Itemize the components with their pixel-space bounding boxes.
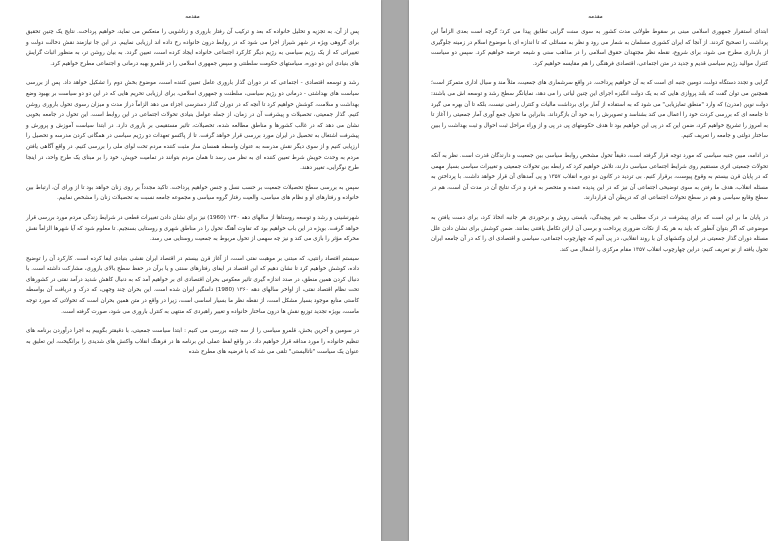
paragraph: پس از آن، به تجزیه و تحلیل خانواده که بعد و ترکیب آن رفتار باروری و زناشویی را منعکس می نماید، خواهیم پرداخت. نتایج یک چنین تحقیق برای گروهی ویژه در شهر شیراز اجرا می شود که در روابط درون خانواده رخ داده اند ارزیابی نماییم. در این جا نیازمند نقش دخالت دولت و تغییراتی که از یک رژیم سیاسی به رژیم دیگر کارکرد اجتماعی خانواده ایجاد کرده است، تعیین گردد. به بیان روشن تر، به منظور اثبات گرایش های بنیادی این دو دوره، سیاستهای حکومت سلطنتی و سپس جمهوری اسلامی را در قلمرو بهبه درمانی و اجتماعی مطرح خواهیم کرد.	[26, 29, 359, 67]
paragraph: گرایی و تجدد دستگاه دولت، دومین جنبه ای است که به آن خواهیم پرداخت. در واقع سرشماری های جمعیت، مثلاً مند و سیال اداری متمرکز است؛ همچنین می توان گفت که بلند پروازی هایی که به یک دولت انگیزه اجرای این چنین لیاتی را می دهد، نمایانگر سطح رشد و توسعه اش می باشند: دولت نوین (مدرن) که وارد "منطق تمایزیابی" می شود که به استفاده از آمار برای برداشت مالیات و کنترل راضی نیست، بلکه تا آن بهره می گیرد تا جامعه ای که بررسی کردت خود را اعمال می کند بشناسد و تصویرش را به خود آن بازگرداند. بنابراین ما تحول جمع آوری آمار جمعیتی را آغاز تا به امروز را تشریح خواهیم کرد، ضمن این که در پی این خواهیم بود تا هدف حکومتهای پی در پی و از وراء مراحل ثبت احوال و ثبت بهداشت را ببین ساختار دولتی و جامعه را تعریف کنیم.	[431, 80, 768, 140]
document-page-right	[409, 0, 768, 541]
paragraph: سپس به بررسی سطح تحصیلات جمعیت بر حسب نسل و جنس خواهیم پرداخت. تاکید مجدداً بر روی زنان خواهد بود تا از ورای آن، ارتباط بین خانواده و رفتارهای او و نظام های سیاسی، والعیت رفتار گروه سیاسی و مجموعه جامعه نسبت به تحصیلات زنان را مشخص نماییم.	[26, 184, 359, 202]
paragraph: رشد و توسعه اقتصادی - اجتماعی که در دوران گذار باروری عامل تعیین کننده است، موضوع بخش دوم را تشکیل خواهد داد. پس از بررسی سیاست های بهداشتی - درمانی دو رژیم سیاسی، سلطنت و جمهوری اسلامی، برای ارزیابی تحریم هایی که در این دو دو سیاست بر بهبود وضع بهداشت و سلامت، کوشش خواهیم کرد تا آنچه که در دوران گذار دسترسی اجزاء می دهد الزاماً دراز مدت و میزان رسوی تحول باروری روشن کنیم. گذار جمعیتی، تحصیلات و پیشرفت آن در زمان، از جمله عوامل بنیادی تحولات اجتماعی در این روابط است. این تحول در جامعه بخوبی نشان می دهد که در غالب کشورها و مناطق مطالعه شده، تحصیلات، تاثیر مستقیمی بر باروری دارد. در ابتدا سیاست آموزش و پرورش و پیشرفت اشتغال به تحصیل در ایران مورد بررسی قرار خواهد گرفت. تا از پاکسو تعهدات دو رژیم سیاسی در همگانی کردن مدرسه و تحصیل را ارزیابی کنیم و از سوی دیگر نقش مدرسه به عنوان واسطه همسان ساز مثبت کننده مردم تحت لوای ملی را بررسی کنیم. در واقع آگاهی یافتن مردم به وحدت خویش شرط تعیین کننده ای به نظر می رسد تا همان مردم بتوانند در تمامیت خویش، خود را بر مبنای یک طرح واحد، در اینجا طرح نوگرایی، تغییر دهند.	[26, 80, 359, 172]
paragraph: شهرنشینی و رشد و توسعه روستاها از سالهای دهه ۱۳۴۰ (1960) نیز برای نشان دادن تغییرات قطعی در شرایط زندگی مردم مورد بررسی قرار خواهد گرفت. بویژه در این باب خواهیم بود که تفاوت آهنگ تحول را در مناطق شهری و روستایی بسنجیم. تا معلوم شود که آیا شهرها الزاماً نقش محرکه مؤثر را بازی می کند و نیز چه سهمی از تحول مربوط به جمعیت روستایی می رسد.	[25, 214, 359, 243]
paragraph: سیستم اقتصاد رانتیی، که مبتنی بر موهبت نفتی است، از آغاز قرن بیستم در اقتصاد ایران نقشی بنیادی ایفا کرده است. کارکرد آن را توضیح داده، کوشش خواهیم کرد تا نشان دهیم که این اقتصاد در ایفای رفتارهای سنتی و یا برآن در حفظ سطح بالای باروری، مشارکت داشته است. با دنبال کردن همین منطق، در صدد اندازه گیری تاثیر معکوس بحران اقتصادی ای بر خواهیم آمد که به دنبال کاهش شدید درآمد نفتی در کشورهای تحت نظام اقتصاد نفتی، از اواخر سالهای دهه ۱۳۶۰ (1980) دامنگیر ایران شده است. این بحران چند وجهی، که درک و دریافت آن بواسطه کاستی منابع موجود بسیار مشکل است، از نقطه نظر ما بسیار اساسی است، زیرا در واقع در متن همین بحران است که تحولاتی که مورد توجه ماست، بویژه تجدید توزیع نقش ها درون ساختار خانواده و تغییر راهبردی که منتهی به کنترل باروری می شود، صورت گرفته است.	[26, 255, 359, 315]
running-header: مقدمه	[185, 14, 200, 20]
document-page-left	[0, 0, 381, 541]
running-header: مقدمه	[588, 14, 603, 20]
paragraph: در پایان ما بر این است که برای پیشرفت در درک مطلبی به غیر پیچیدگی، بایستی روش و برخوردی هر جانبه اتخاذ کرد، برای دست یافتن به موضوعی که اگر بتوان آنطور که باید به هر یک از نکات ضروری پرداخت و برسی آن ارائن تکامل یافتنی بمانند. ضمن کوشش برای نشان دادن علل مسئله دوران گذار جمعیتی در ایران وکنشهای آن با روند انقلابی، در پی آنیم که چهارچوب اجتماعی، سیاسی و اقتصادی ای را که در آن جامعه ایران تحول یافته از نو تعریف کنیم: دراین چهارچوب انقلاب ۱۳۵۷ مقام مرکزی را اشغال می کند.	[431, 214, 768, 253]
paragraph: ابتدای استقرار جمهوری اسلامی مبنی بر سقوط طولانی مدت کشور به سوی سنت گرایی تطابق پیدا می کرد؛ گرچه است بعدی الزاماً این پرداشت را تصحیح کردند. از آنجا که ایران کشوری مسلمان به شمار می رود و نظر به مسائلی که تا اندازه ای با موضوع اسلام در زمینه جلوگیری از بارداری مطرح می شود، برای شروع، نقطه نظر مجتهدان حقوق اسلامی را در مذاهب سنی و شیعه عرضه خواهیم کرد. سپس دو سیاست کنترل موالید رژیم سیاسی قدیم و جدید در متن اجتماعی، اقتصادی فرهنگی را هم مقایسه خواهیم کرد.	[431, 29, 768, 67]
paragraph: در ادامه، مبین جنبه سیاسی که مورد توجه قرار گرفته است، دقیقاً تحول مشخص روابط سیاسی بین جمعیت و دارندگان قدرت است. نظر به آنکه تحولات جمعیتی اثری مستقیم روی شرایط اجتماعی سیاسی دارند، تلاش خواهیم کرد که رابطه بین تحولات جمعیتی و تغییرات سیاسی بسیار مهمی که در پایان قرن بیستم به وقوع پیوست، برقرار کنیم. بی تردید در کانون دو دوره انقلاب ۱۳۵۷ و پی آمدهای آن قرار خواهد داشت. با پرداختن به مسئله انقلاب، هدف ما رفتن به سوی توضیحی اجتماعی آن نیز که در این پدیده عمده و متحصر به فرد و درک نتایج آن در مدت آن است، هم در سطح وقایع سیاسی و هم در سطح تحولات اجتماعی ای که درپطن آن قراردارند.	[431, 152, 768, 202]
paragraph: در سومین و آخرین بخش، قلمرو سیاسی را از سه جنبه بررسی می کنیم : ابتدا سیاست جمعیتی، با دقیقتر بگوییم به اجرا درآوردن برنامه های تنظیم خانواده را مورد مداقه قرار خواهیم داد. در واقع لفظ عملی این برنامه ها در فرهنگ انقلاب واکنش های شدیدی را برانگیخت، این تعلیق به عنوان یک سیاست "ناتالیستی" تلقی می شد که با فرضیه های مطرح شده	[26, 328, 359, 356]
